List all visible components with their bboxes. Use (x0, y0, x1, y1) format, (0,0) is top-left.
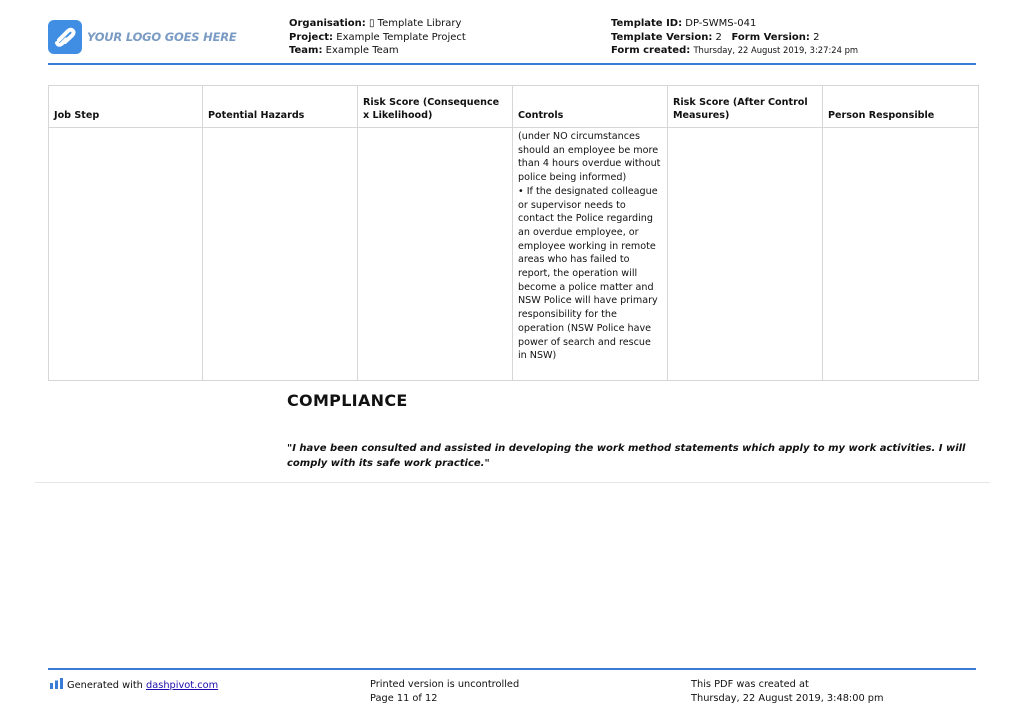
header-meta-left (289, 17, 466, 58)
column-header-potential-hazards: Potential Hazards (203, 86, 358, 128)
cell-risk-score (358, 128, 513, 381)
cell-controls: (under NO circumstances should an employee be more than 4 hours overdue without police being informed) • If the designated colleague or supervisor needs to contact the Police regarding an overdue employee, or employee working in remote areas who has failed to report, the operation will become a police matter and NSW Police will have primary responsibility for the operation (NSW Police have power of search and rescue in NSW) (513, 128, 668, 381)
column-header-job-step: Job Step (49, 86, 203, 128)
pdf-created-label: This PDF was created at (691, 679, 809, 690)
compliance-statement: "I have been consulted and assisted in developing the work method statements which apply to my work activities. I will comply with its safe work practice." (287, 443, 966, 469)
team-line: Team: Example Team (289, 45, 399, 56)
version-line: Template Version: 2 Form Version: 2 (611, 31, 820, 43)
footer-print-info (370, 678, 519, 706)
compliance-title: COMPLIANCE (287, 391, 408, 410)
cell-person-responsible (823, 128, 979, 381)
footer-divider (48, 668, 976, 670)
page-header (48, 14, 976, 64)
column-header-risk-score: Risk Score (Consequence x Likelihood) (358, 86, 513, 128)
template-id-line: Template ID: DP-SWMS-041 (611, 18, 757, 29)
form-created-line: Form created: Thursday, 22 August 2019, 3:27:24 pm (611, 45, 859, 56)
column-header-risk-after: Risk Score (After Control Measures) (668, 86, 823, 128)
cell-job-step (49, 128, 203, 381)
cell-risk-after (668, 128, 823, 381)
column-header-person-responsible: Person Responsible (823, 86, 979, 128)
section-divider (35, 482, 990, 483)
table-header-row (49, 86, 979, 128)
uncontrolled-note: Printed version is uncontrolled (370, 679, 520, 690)
table-row (49, 128, 979, 381)
pdf-created-value: Thursday, 22 August 2019, 3:48:00 pm (691, 693, 884, 704)
organisation-line: Organisation: ▯ Template Library (289, 18, 462, 29)
bar-chart-icon (50, 678, 63, 694)
project-line: Project: Example Template Project (289, 31, 466, 43)
footer-generated (50, 678, 218, 694)
logo-icon (48, 20, 82, 54)
cell-potential-hazards (203, 128, 358, 381)
page-number: Page 11 of 12 (370, 693, 438, 704)
footer-pdf-created (691, 678, 884, 706)
header-meta-right (611, 17, 858, 58)
column-header-controls: Controls (513, 86, 668, 128)
dashpivot-link[interactable]: dashpivot.com (146, 680, 219, 691)
work-method-table (48, 85, 979, 381)
header-divider (48, 63, 976, 65)
generated-with-label: Generated with (67, 680, 143, 691)
logo-text: YOUR LOGO GOES HERE (87, 30, 237, 44)
